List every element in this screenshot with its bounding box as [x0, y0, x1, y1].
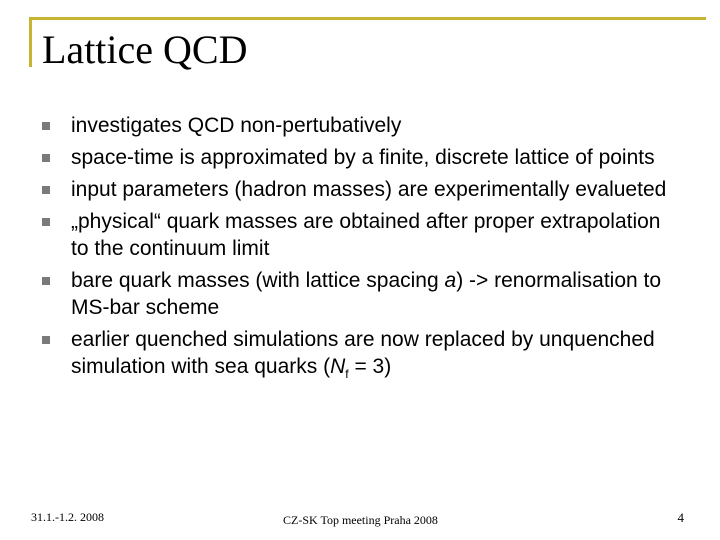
bullet-item — [42, 326, 682, 388]
flavour-subscript: f — [345, 367, 349, 382]
title-frame-left-rule — [29, 17, 32, 67]
bullet-text: input parameters (hadron masses) are experimentally evalueted — [71, 178, 667, 201]
slide-title: Lattice QCD — [42, 27, 248, 72]
footer-event: CZ-SK Top meeting Praha 2008 — [283, 513, 438, 527]
bullet-text-part: = 3) — [348, 355, 392, 378]
bullet-item — [42, 112, 682, 139]
bullet-text-part: bare quark masses (with lattice spacing — [71, 269, 445, 292]
square-bullet-icon — [42, 122, 50, 130]
bullet-text — [71, 328, 655, 382]
bullet-item — [42, 176, 682, 203]
bullet-text: „physical“ quark masses are obtained after proper extrapolation to the continuum limit — [71, 210, 661, 260]
bullet-item — [42, 208, 682, 262]
square-bullet-icon — [42, 218, 50, 226]
bullet-text-part: ) -> renormalisation to MS-bar scheme — [71, 269, 662, 319]
bullet-text: investigates QCD non-pertubatively — [71, 114, 402, 137]
title-frame-top-rule — [29, 17, 706, 20]
slide-number: 4 — [677, 510, 684, 525]
flavour-number-symbol: N — [330, 355, 346, 378]
footer-date: 31.1.-1.2. 2008 — [31, 510, 104, 524]
square-bullet-icon — [42, 186, 50, 194]
bullet-text-part: earlier quenched simulations are now replaced by unquenched simulation with sea quarks ( — [71, 328, 655, 378]
square-bullet-icon — [42, 336, 50, 344]
bullet-list — [42, 112, 682, 393]
bullet-item — [42, 267, 682, 321]
bullet-text: space-time is approximated by a finite, discrete lattice of points — [71, 146, 655, 169]
square-bullet-icon — [42, 277, 50, 285]
bullet-text — [71, 269, 661, 319]
square-bullet-icon — [42, 154, 50, 162]
bullet-item — [42, 144, 682, 171]
lattice-spacing-symbol: a — [444, 269, 457, 292]
